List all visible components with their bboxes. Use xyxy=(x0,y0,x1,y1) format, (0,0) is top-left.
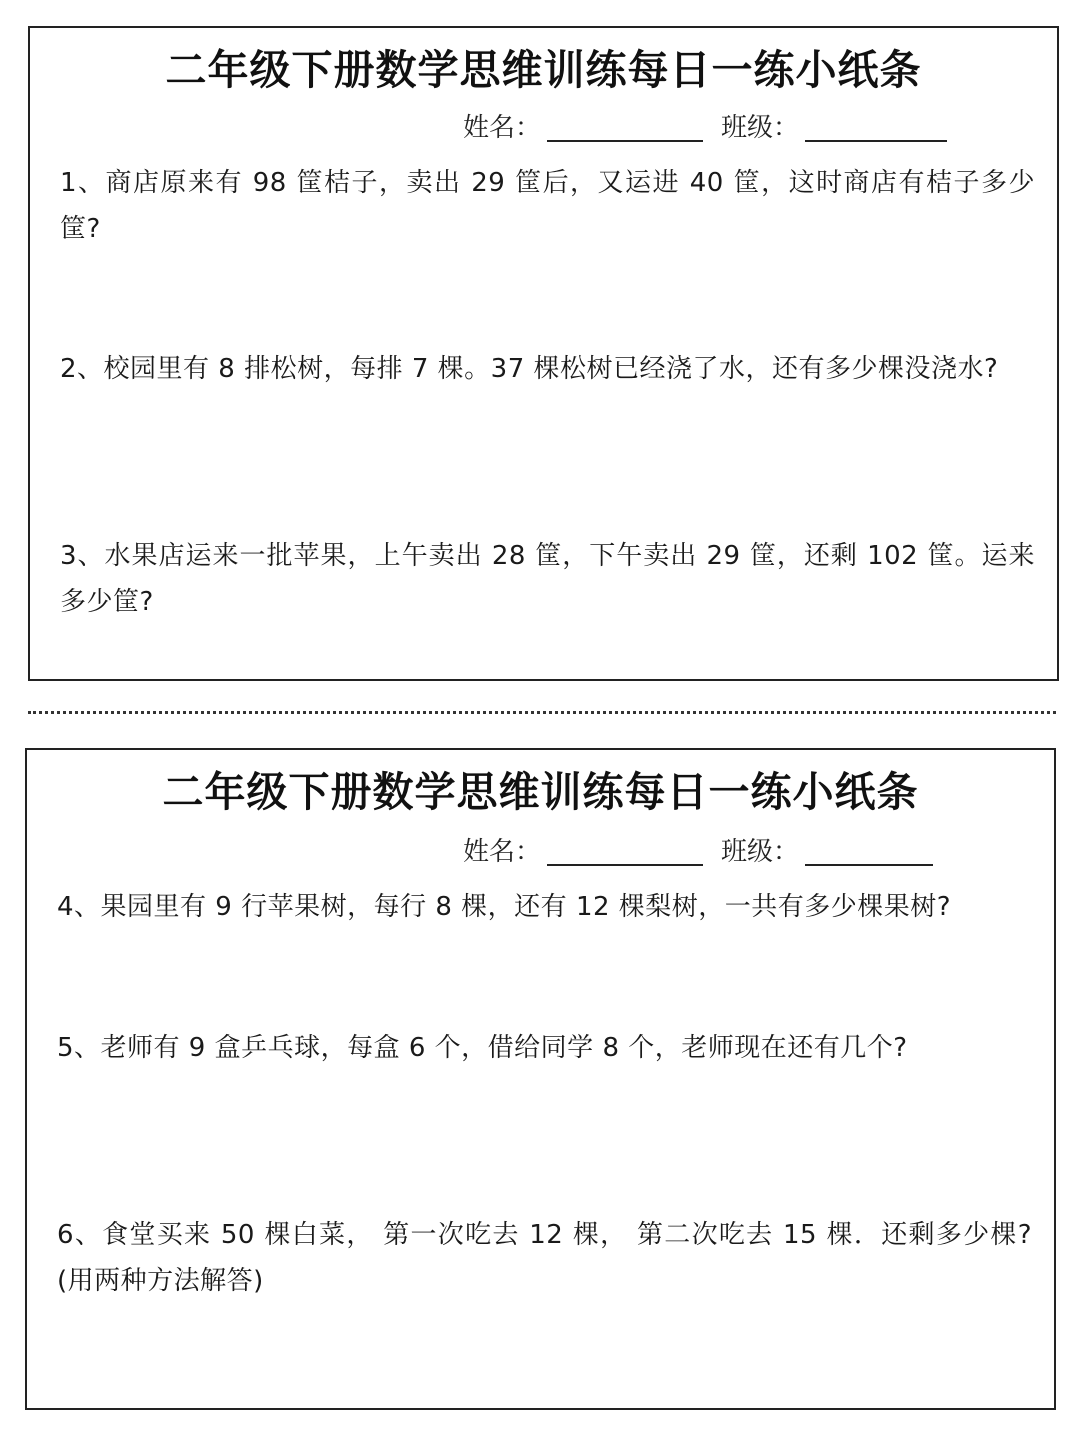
student-info-row xyxy=(463,834,933,870)
student-info-row xyxy=(463,110,947,146)
worksheet-title: 二年级下册数学思维训练每日一练小纸条 xyxy=(165,46,922,94)
name-label: 姓名： xyxy=(463,837,542,867)
worksheet-title: 二年级下册数学思维训练每日一练小纸条 xyxy=(162,768,919,816)
question-5: 5、老师有 9 盒乒乓球，每盒 6 个，借给同学 8 个，老师现在还有几个? xyxy=(57,1033,908,1063)
name-label: 姓名： xyxy=(463,113,542,143)
question-3: 3、水果店运来一批苹果，上午卖出 28 筐，下午卖出 29 筐，还剩 102 筐。运来多少筐? xyxy=(60,541,1035,617)
class-blank-line xyxy=(805,112,947,142)
class-label: 班级： xyxy=(721,837,800,867)
class-label: 班级： xyxy=(721,113,800,143)
class-blank-line xyxy=(805,836,933,866)
question-6: 6、食堂买来 50 棵白菜， 第一次吃去 12 棵， 第二次吃去 15 棵．还剩多少棵?(用两种方法解答) xyxy=(57,1220,1032,1296)
question-4: 4、果园里有 9 行苹果树，每行 8 棵，还有 12 棵梨树，一共有多少棵果树? xyxy=(57,892,952,922)
worksheet-card-2 xyxy=(25,748,1056,1410)
cut-line-divider xyxy=(28,711,1056,714)
question-1: 1、商店原来有 98 筐桔子，卖出 29 筐后，又运进 40 筐，这时商店有桔子多少筐? xyxy=(60,168,1035,244)
name-blank-line xyxy=(547,836,703,866)
question-2: 2、校园里有 8 排松树，每排 7 棵。37 棵松树已经浇了水，还有多少棵没浇水? xyxy=(60,354,999,384)
name-blank-line xyxy=(547,112,703,142)
worksheet-card-1 xyxy=(28,26,1059,681)
